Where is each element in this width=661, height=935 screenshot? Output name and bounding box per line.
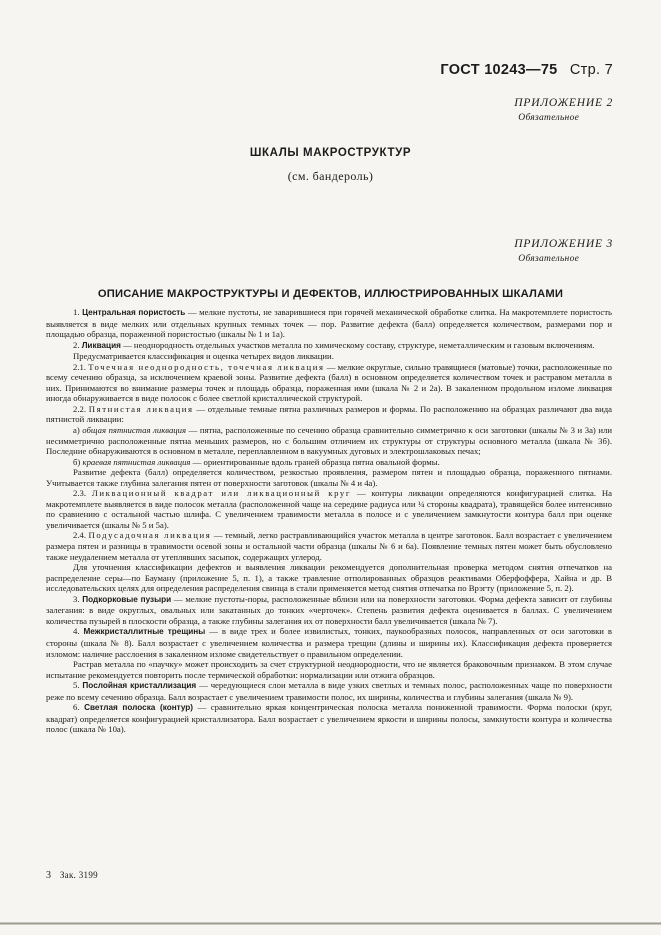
item-number: а) (73, 425, 83, 436)
paragraph (46, 425, 612, 457)
paragraph: Развитие дефекта (балл) определяется количеством, резкостью проявления, размером пятен и площадью образца, пораженного пятнами. Учитывается также глубина залегания пятен от поверхности заготовок (шкалы № 4 и 4а). (46, 467, 612, 488)
term: общая пятнистая ликвация (82, 425, 187, 436)
footer-page-number: 3 (46, 870, 52, 881)
paragraph-text: — отдельные темные пятна различных размеров и формы. По расположению на образцах различают два вида пятнистой ликвации: (46, 403, 612, 425)
paragraph (46, 626, 612, 659)
item-number: 2.1. (73, 361, 89, 372)
paragraph-text: — темный, легко растравливающийся участок металла в центре заготовок. Балл возрастает с увеличением размера пятен и разницы в травимости осевой зоны и остальной части образца (шкалы № 6 и 6а). Появление темных пятен может быть обусловлено также неудалением металла от утеплявших засыпок, содержащих углерод. (46, 530, 612, 562)
paragraph-text: — мелкие пустоты-поры, расположенные вблизи или на поверхности заготовки. Форма дефекта зависит от глубины залегания: в виде округлых, овальных или закатанных до тонких «черточек». Степень развития дефекта оценивается в баллах. С увеличением количества пузырей в плоскости образца, а также глубины залегания их от поверхности балл увеличивается (шкала № 7). (46, 593, 612, 626)
paragraph (46, 680, 612, 702)
term: Светлая полоска (контур) (84, 703, 194, 713)
paragraph (46, 594, 612, 627)
scan-edge-artifact (0, 919, 661, 929)
paragraph-text: — чередующиеся слои металла в виде узких светлых и темных полос, расположенных чаще по поверхности реже по всему сечению образца. Балл возрастает с увеличением травимости полос, их ширины, количества и глубины залегания (шкала № 9). (46, 680, 612, 702)
paragraph (46, 457, 612, 468)
term: краевая пятнистая ликвация (82, 456, 191, 467)
page-header (440, 62, 613, 78)
standard-number: ГОСТ 10243—75 (440, 62, 558, 78)
term: Послойная кристаллизация (82, 681, 197, 691)
section-1-subtitle: (см. бандероль) (287, 169, 374, 183)
paragraph (46, 702, 612, 735)
section-2-title: ОПИСАНИЕ МАКРОСТРУКТУРЫ И ДЕФЕКТОВ, ИЛЛЮСТРИРОВАННЫХ ШКАЛАМИ (97, 288, 564, 300)
item-number: 1. (73, 307, 83, 317)
appendix-2-status: Обязательное (518, 113, 580, 123)
paragraph-text: — ориентированные вдоль граней образца пятна овальной формы. (190, 456, 440, 467)
item-number: 6. (73, 702, 85, 713)
item-number: 2.2. (73, 403, 89, 414)
paragraph: Растрав металла по «паучку» может происходить за счет структурной неоднородности, что не является браковочным признаком. В этом случае испытание рекомендуется повторить после термической обработки: нормализации или отжига образцов. (46, 659, 612, 680)
item-number: 2.3. (73, 488, 92, 499)
section-1-title: ШКАЛЫ МАКРОСТРУКТУР (249, 147, 412, 159)
item-number: 4. (73, 626, 84, 637)
paragraph (46, 530, 612, 562)
paragraph (46, 362, 612, 404)
appendix-3-status: Обязательное (518, 254, 580, 264)
paragraph: Для уточнения классификации дефектов и выявления ликвации рекомендуется дополнительная проверка методом снятия отпечатков на распределение серы—по Бауману (приложение 5, п. 1), а также травление отполированных образцов реактивами Оберфоффера, Хайна и др. В исследовательских целях для определения распределения свинца в стали применяется метод снятия отпечатка по Врэгту (приложение 5, п. 2). (46, 562, 612, 594)
appendix-2-title: ПРИЛОЖЕНИЕ 2 (514, 97, 613, 109)
item-number: б) (73, 456, 83, 467)
term: Ликвация (81, 340, 121, 350)
paragraph-text: — сравнительно яркая концентрическая полоска металла пониженной травимости. Форма полоски (круг, квадрат) определяется конфигурацией кристаллизатора. Балл возрастает с увеличением яркости и ширины полосы, замкнутости контура и количества полос (шкала № 10а). (46, 702, 613, 735)
paragraph-text: — неоднородность отдельных участков металла по химическому составу, структуре, неметаллическим и газовым включениям. (120, 339, 595, 350)
paragraph (46, 404, 612, 425)
term: Подкорковые пузыри (82, 594, 172, 604)
term: Центральная пористость (82, 308, 186, 317)
term: Межкристаллитные трещины (83, 627, 206, 637)
paragraph-text: — мелкие пустоты, не заварившиеся при горячей механической обработке слитка. На макротемплете пористость выявляется в виде мелких или отдельных крупных темных точек — пор. Развитие дефекта (балл) определяется количеством, размерами пор и площадью образца, пораженной пористостью (шкалы № 1 и 1а). (46, 307, 613, 340)
item-number: 3. (73, 593, 83, 604)
appendix-3-title: ПРИЛОЖЕНИЕ 3 (514, 238, 613, 250)
paragraph: Предусматривается классификация и оценка четырех видов ликвации. (73, 351, 334, 362)
page-number: Стр. 7 (569, 62, 613, 78)
appendix-2-label (514, 97, 613, 123)
item-number: 5. (73, 680, 83, 691)
term: Ликвационный квадрат или ликвационный круг (91, 488, 352, 499)
paragraph-text: — контуры ликвации определяются конфигурацией слитка. На макротемплете выявляется в виде полосок металла (расположенной чаще на середине радиуса или ¼ стороны квадрата), травящейся более интенсивно по сравнению с остальной частью шлифа. С увеличением травимости металла в полосе и с увеличением замкнутости контура балл при оценке увеличивается (шкалы № 5 и 5а). (46, 488, 613, 530)
item-number: 2.4. (73, 530, 89, 541)
term: Подусадочная ликвация (88, 530, 212, 541)
paragraph (46, 307, 612, 340)
term: Пятнистая ликвация (88, 403, 194, 414)
paragraph-text: — пятна, расположенные по сечению образца сравнительно симметрично к оси заготовки (шкалы № 3 и 3а) или несимметрично расположенные пятна меньших размеров, но с большим отличием их структуры от структуры основного металла (шкала № 3б). Последние обнаруживаются в основном в металле, переплавленном в вакуумных дуговых и электрошлаковых печах; (46, 425, 613, 457)
paragraph-text: — в виде трех и более извилистых, тонких, паукообразных полосок, направленных от оси заготовки в стороны (шкала № 8). Балл возрастает с увеличением количества и размера трещин (длины и ширины их). Классификация дефекта проверяется изломом: наличие расслоения в закаленном изломе свидетельствует о правильном определении. (46, 626, 613, 659)
appendix-3-label (514, 238, 613, 264)
item-number: 2. (73, 339, 82, 350)
order-number: Зак. 3199 (59, 870, 98, 880)
paragraph-text: — мелкие округлые, сильно травящиеся (матовые) точки, расположенные по всему сечению образца, за исключением краевой зоны. Развитие дефекта (балл) в основном определяется количеством точек и растравом металла в них. Принимаются во внимание размеры точек и площадь образца, пораженная ими (шкала № 2 и 2а). В закаленном продольном изломе ликвация иногда обнаруживается в виде полосок с более светлой кристаллической структурой. (46, 361, 612, 404)
paragraph (46, 340, 612, 352)
paragraph (46, 488, 612, 530)
page-footer (46, 870, 98, 881)
document-body (46, 307, 612, 735)
term: Точечная неоднородность, точечная ликвация (88, 361, 325, 372)
